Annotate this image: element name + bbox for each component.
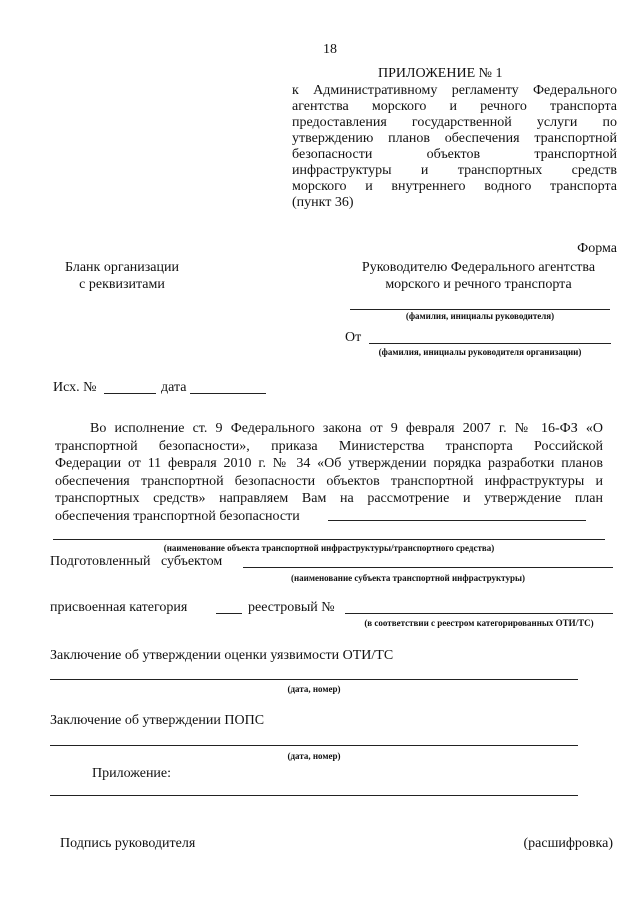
- vulnerability-label: Заключение об утверждении оценки уязвимости ОТИ/ТС: [50, 648, 394, 663]
- outgoing-date-label: дата: [161, 380, 187, 395]
- pops-line: [50, 745, 578, 746]
- outgoing-number-line: [104, 393, 156, 394]
- form-label: Форма: [577, 241, 617, 256]
- body-line: обеспечения транспортной безопасности: [55, 508, 300, 524]
- appendix-line: безопасности объектов транспортной: [292, 147, 617, 162]
- signature-label: Подпись руководителя: [60, 836, 196, 851]
- from-label: От: [345, 330, 362, 345]
- signature-decoding: (расшифровка): [523, 836, 613, 851]
- appendix-block: [292, 83, 617, 211]
- pops-label: Заключение об утверждении ПОПС: [50, 713, 265, 728]
- addressee: [336, 260, 621, 293]
- appendix-line: морского и внутреннего водного транспорта: [292, 179, 617, 194]
- body-line: транспортной безопасности», приказа Министерства транспорта Российской: [55, 438, 603, 454]
- body-line: Федерации от 11 февраля 2010 г. № 34 «Об утверждении порядка разработки планов: [55, 456, 603, 471]
- appendix-line: предоставления государственной услуги по: [292, 115, 617, 130]
- body-line: транспортных средств» направляем Вам на рассмотрение и утверждение план: [55, 491, 603, 506]
- attachment-label: Приложение:: [92, 766, 172, 781]
- appendix-line: к Административному регламенту Федерального: [292, 83, 617, 98]
- appendix-line: (пункт 36): [292, 195, 354, 210]
- prepared-line: [243, 567, 613, 568]
- letterhead-line: Бланк организации: [64, 260, 179, 275]
- registry-line: [345, 613, 613, 614]
- body-line: Во исполнение ст. 9 Федерального закона от 9 февраля 2007 г. № 16-ФЗ «О: [90, 421, 603, 436]
- category-line: [216, 613, 242, 614]
- appendix-title: ПРИЛОЖЕНИЕ № 1: [378, 66, 503, 81]
- from-caption: (фамилия, инициалы руководителя организации): [378, 347, 582, 357]
- prepared-label: Подготовленный субъектом: [50, 554, 223, 569]
- letterhead: [50, 260, 194, 293]
- registry-label: реестровый №: [248, 600, 335, 615]
- outgoing-date-line: [190, 393, 266, 394]
- appendix-line: утверждению планов обеспечения транспортной: [292, 131, 617, 146]
- object-line: [53, 539, 605, 540]
- object-caption: (наименование объекта транспортной инфраструктуры/транспортного средства): [163, 543, 495, 553]
- outgoing-number-label: Исх. №: [53, 380, 97, 395]
- head-name-caption: (фамилия, инициалы руководителя): [405, 311, 555, 321]
- body-line: обеспечения транспортной безопасности объектов транспортной инфраструктуры и: [55, 473, 603, 489]
- from-line: [369, 343, 611, 344]
- vulnerability-line: [50, 679, 578, 680]
- body-paragraph: [55, 420, 603, 525]
- registry-caption: (в соответствии с реестром категорированных ОТИ/ТС): [364, 618, 594, 628]
- letterhead-line: с реквизитами: [79, 277, 165, 292]
- addressee-line: Руководителю Федерального агентства: [361, 260, 596, 275]
- attachment-line: [50, 795, 578, 796]
- appendix-line: инфраструктуры и транспортных средств: [292, 163, 617, 178]
- head-name-line: [350, 309, 610, 310]
- plan-name-line: [328, 520, 586, 521]
- vulnerability-caption: (дата, номер): [287, 684, 341, 694]
- addressee-line: морского и речного транспорта: [385, 277, 572, 292]
- page-number: 18: [323, 42, 337, 57]
- prepared-caption: (наименование субъекта транспортной инфраструктуры): [290, 573, 526, 583]
- pops-caption: (дата, номер): [287, 751, 341, 761]
- appendix-line: агентства морского и речного транспорта: [292, 99, 617, 114]
- category-label: присвоенная категория: [50, 600, 188, 615]
